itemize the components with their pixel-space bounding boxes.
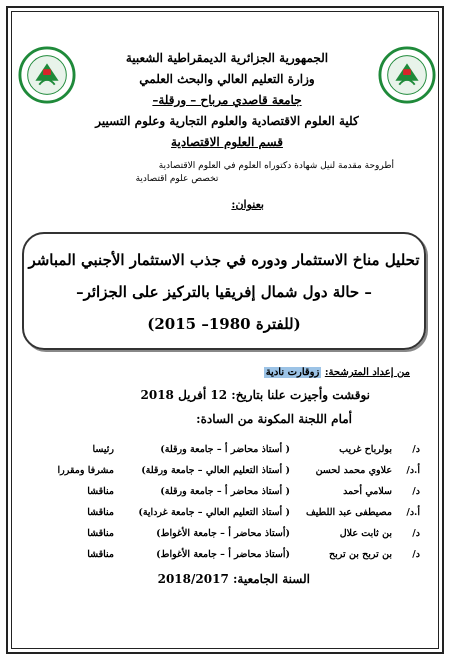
university-logo-left	[18, 46, 76, 104]
thesis-purpose: أطروحة مقدمة لنيل شهادة دكتوراه العلوم في العلوم الاقتصادية	[158, 161, 394, 171]
member-name: بن تربح بن تربح	[329, 549, 392, 560]
candidate-name: زوقارت نادية	[265, 367, 320, 378]
title-line-3: (للفترة 1980– 2015)	[147, 315, 301, 333]
committee-row	[22, 503, 426, 524]
member-affiliation: (أستاذ محاضر أ – جامعة الأغواط)	[156, 549, 290, 560]
prepared-by	[40, 367, 410, 378]
committee-row	[22, 461, 426, 482]
thesis-info	[80, 160, 394, 186]
defense-date: نوقشت وأجيزت علنا بتاريخ: 12 أفريل 2018	[140, 388, 370, 402]
institution-header	[70, 48, 384, 153]
member-role: مناقشا	[87, 507, 114, 518]
member-name: مصيطفى عبد اللطيف	[305, 507, 392, 518]
member-affiliation: ( أستاذ محاضر أ – جامعة ورقلة)	[160, 486, 290, 497]
prepared-label: من إعداد المترشحة:	[324, 367, 410, 378]
titled-label: بعنوان:	[231, 198, 264, 211]
title-line-2: – حالة دول شمال إفريقيا بالتركيز على الجزائر–	[76, 283, 372, 301]
title-line-1: تحليل مناخ الاستثمار ودوره في جذب الاستثمار الأجنبي المباشر	[28, 251, 420, 269]
member-title: د/	[412, 444, 420, 455]
committee-row	[22, 440, 426, 461]
thesis-title-box	[22, 232, 426, 350]
member-name: سلامي أحمد	[343, 486, 392, 497]
member-title: د/	[412, 486, 420, 497]
member-name: بن ثابت علال	[339, 528, 392, 539]
ministry-line: وزارة التعليم العالي والبحث العلمي	[139, 72, 315, 86]
member-role: مشرفا ومقررا	[57, 465, 114, 476]
member-title: د/	[412, 528, 420, 539]
committee-list	[22, 440, 426, 566]
university-logo-right	[378, 46, 436, 104]
committee-row	[22, 524, 426, 545]
member-role: مناقشا	[87, 549, 114, 560]
academic-year: السنة الجامعية: 2018/2017	[157, 572, 310, 586]
thesis-specialty: تخصص علوم اقتصادية	[135, 174, 219, 184]
member-role: رئيسا	[92, 444, 114, 455]
committee-row	[22, 482, 426, 503]
member-affiliation: ( أستاذ محاضر أ – جامعة ورقلة)	[160, 444, 290, 455]
member-name: علاوي محمد لحسن	[315, 465, 392, 476]
committee-row	[22, 545, 426, 566]
member-affiliation: ( أستاذ التعليم العالي – جامعة ورقلة)	[141, 465, 290, 476]
member-role: مناقشا	[87, 486, 114, 497]
member-affiliation: ( أستاذ التعليم العالي – جامعة غرداية)	[138, 507, 290, 518]
committee-title: أمام اللجنة المكونة من السادة:	[196, 412, 352, 426]
university-line: جامعة قاصدي مرباح – ورقلة–	[152, 93, 302, 107]
member-title: د/	[412, 549, 420, 560]
member-title: أ.د/	[406, 465, 420, 476]
member-title: أ.د/	[406, 507, 420, 518]
republic-line: الجمهورية الجزائرية الديمقراطية الشعبية	[125, 51, 329, 65]
member-role: مناقشا	[87, 528, 114, 539]
faculty-line: كلية العلوم الاقتصادية والعلوم التجارية وعلوم التسيير	[95, 114, 359, 128]
member-name: بولرباح غريب	[339, 444, 392, 455]
department-line: قسم العلوم الاقتصادية	[171, 135, 283, 149]
member-affiliation: (أستاذ محاضر أ – جامعة الأغواط)	[156, 528, 290, 539]
